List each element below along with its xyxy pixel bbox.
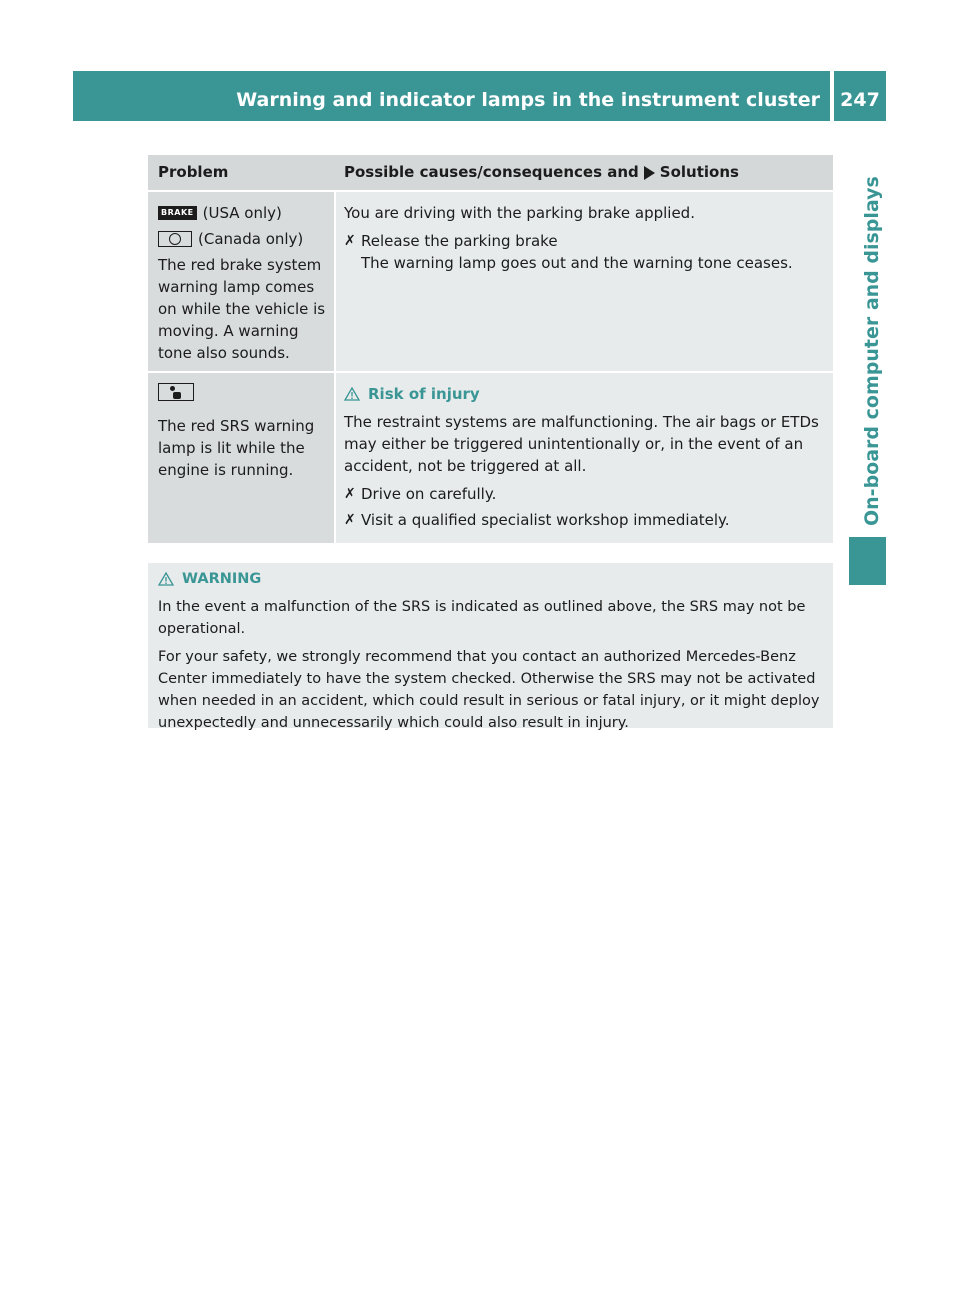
header-solutions <box>336 155 833 190</box>
step-marker-icon: ✗ <box>344 233 356 249</box>
warning-triangle-icon <box>158 572 174 586</box>
cause-text: The restraint systems are malfunctioning. The air bags or ETDs may either be triggered unintentionally or, in the event of an accident, not be triggered at all. <box>344 413 819 475</box>
usa-lamp <box>158 202 328 224</box>
step-text: Release the parking brake <box>361 232 558 250</box>
table-row <box>148 190 833 371</box>
header-problem: Problem <box>158 163 229 181</box>
page-number: 247 <box>840 89 880 111</box>
step-text: Visit a qualified specialist workshop immediately. <box>361 511 730 529</box>
problem-cell <box>148 373 336 543</box>
problem-text: The red SRS warning lamp is lit while the engine is running. <box>158 417 315 479</box>
side-tab-label: On-board computer and displays <box>861 176 883 526</box>
header-bar <box>73 71 830 121</box>
warning-label: WARNING <box>182 571 262 587</box>
table-row <box>148 371 833 543</box>
step-marker-icon: ✗ <box>344 512 356 528</box>
warning-paragraph: In the event a malfunction of the SRS is indicated as outlined above, the SRS may not be operational. <box>158 599 806 637</box>
step-marker-icon: ✗ <box>344 486 356 502</box>
step-result: The warning lamp goes out and the warning tone ceases. <box>361 254 793 272</box>
arrow-right-icon <box>644 166 655 180</box>
header-solutions-pre: Possible causes/consequences and <box>344 163 639 181</box>
risk-label: Risk of injury <box>368 385 480 403</box>
cause-text: You are driving with the parking brake applied. <box>344 204 695 222</box>
solution-cell <box>336 192 833 371</box>
step-item <box>344 230 823 274</box>
usa-label: (USA only) <box>202 204 282 222</box>
page-number-box <box>834 71 886 121</box>
step-item <box>344 483 823 505</box>
brake-circle-icon <box>158 231 192 247</box>
warning-box <box>148 563 833 731</box>
warning-triangle-icon <box>344 387 360 401</box>
side-tab-marker <box>849 537 886 585</box>
warning-lamps-table <box>148 155 833 543</box>
header-solutions-post: Solutions <box>659 163 739 181</box>
canada-lamp <box>158 228 328 250</box>
risk-heading <box>344 383 823 405</box>
step-item <box>344 509 823 531</box>
problem-text: The red brake system warning lamp comes on while the vehicle is moving. A warning tone also sounds. <box>158 256 326 362</box>
warning-heading <box>158 568 825 590</box>
canada-label: (Canada only) <box>198 230 304 248</box>
problem-cell <box>148 192 336 371</box>
solution-cell <box>336 373 833 543</box>
page-title: Warning and indicator lamps in the instrument cluster <box>236 89 820 111</box>
warning-paragraph: For your safety, we strongly recommend that you contact an authorized Mercedes-Benz Center immediately to have the system checked. Otherwise the SRS may not be activated when needed in an accident, which could result in serious or fatal injury, or it might deploy unexpectedly and unnecessarily which could also result in injury. <box>158 649 820 731</box>
table-header <box>148 155 833 190</box>
srs-airbag-icon <box>158 383 194 401</box>
step-text: Drive on carefully. <box>361 485 497 503</box>
brake-warning-icon: BRAKE <box>158 206 197 220</box>
